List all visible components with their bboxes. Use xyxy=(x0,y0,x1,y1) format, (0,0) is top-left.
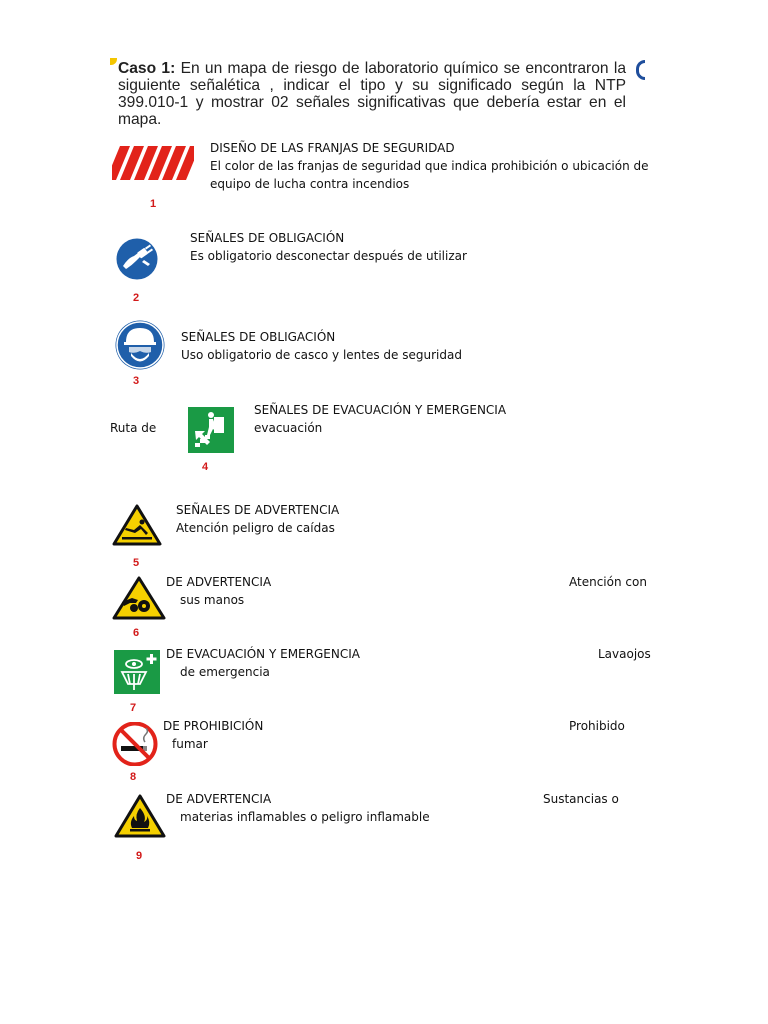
item-number-6: 6 xyxy=(133,627,140,639)
yellow-corner-mark xyxy=(110,58,117,65)
item-number-2: 2 xyxy=(133,292,140,304)
fall-hazard-icon xyxy=(112,504,162,546)
item-meaning-4b: evacuación xyxy=(254,421,323,435)
case-text: En un mapa de riesgo de laboratorio químico se encontraron la siguiente señalética , indicar el tipo y su significado según la NTP 399.010-1 y mostrar 02 señales significativas que debería estar en el mapa. xyxy=(118,60,626,128)
item-number-5: 5 xyxy=(133,557,140,569)
item-meaning-4a: Ruta de xyxy=(110,421,157,435)
item-meaning-1a: El color de las franjas de seguridad que indica prohibición o ubicación de xyxy=(210,159,649,173)
item-number-9: 9 xyxy=(136,850,143,862)
flammable-hazard-icon xyxy=(114,794,166,838)
item-number-1: 1 xyxy=(150,198,157,210)
item-meaning-9b: materias inflamables o peligro inflamable xyxy=(180,810,430,824)
item-meaning-7a: Lavaojos xyxy=(598,647,651,661)
item-type-3: SEÑALES DE OBLIGACIÓN xyxy=(181,330,336,344)
item-type-2: SEÑALES DE OBLIGACIÓN xyxy=(190,231,345,245)
item-meaning-6b: sus manos xyxy=(180,593,245,607)
hand-crush-hazard-icon xyxy=(112,576,166,620)
case-label: Caso 1: xyxy=(118,60,176,77)
item-number-4: 4 xyxy=(202,461,209,473)
helmet-goggles-mandatory-icon xyxy=(114,320,166,370)
eyewash-icon xyxy=(114,650,160,694)
item-type-8: DE PROHIBICIÓN xyxy=(163,719,264,733)
safety-stripes-icon xyxy=(112,146,194,180)
item-type-1: DISEÑO DE LAS FRANJAS DE SEGURIDAD xyxy=(210,141,455,155)
item-meaning-8a: Prohibido xyxy=(569,719,625,733)
item-number-7: 7 xyxy=(130,702,137,714)
item-meaning-5: Atención peligro de caídas xyxy=(176,521,335,535)
item-meaning-9a: Sustancias o xyxy=(543,792,619,806)
case-statement xyxy=(118,60,626,128)
unplug-mandatory-icon xyxy=(114,236,160,282)
item-type-6: DE ADVERTENCIA xyxy=(166,575,272,589)
item-type-5: SEÑALES DE ADVERTENCIA xyxy=(176,503,340,517)
item-type-7: DE EVACUACIÓN Y EMERGENCIA xyxy=(166,647,360,661)
no-smoking-icon xyxy=(112,722,158,766)
item-meaning-8b: fumar xyxy=(172,737,208,751)
item-type-9: DE ADVERTENCIA xyxy=(166,792,272,806)
evacuation-stairs-icon xyxy=(186,405,236,455)
item-meaning-1b: equipo de lucha contra incendios xyxy=(210,177,410,191)
item-type-4: SEÑALES DE EVACUACIÓN Y EMERGENCIA xyxy=(254,403,507,417)
item-meaning-7b: de emergencia xyxy=(180,665,270,679)
item-number-3: 3 xyxy=(133,375,140,387)
item-meaning-3: Uso obligatorio de casco y lentes de seguridad xyxy=(181,348,462,362)
item-meaning-2: Es obligatorio desconectar después de utilizar xyxy=(190,249,467,263)
item-meaning-6a: Atención con xyxy=(569,575,647,589)
item-number-8: 8 xyxy=(130,771,137,783)
blue-edge-mark xyxy=(636,60,645,80)
